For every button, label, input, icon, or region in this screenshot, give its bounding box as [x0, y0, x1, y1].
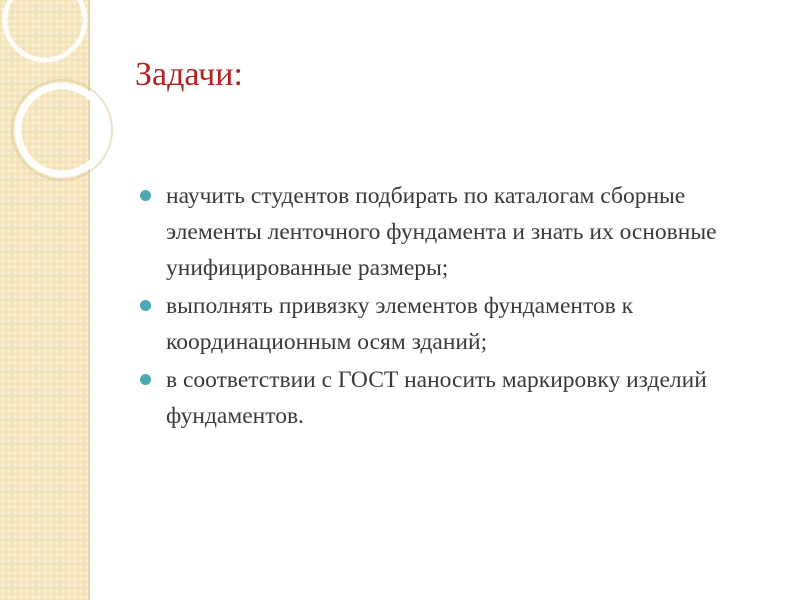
task-item — [138, 362, 778, 434]
task-list — [138, 178, 778, 436]
bullet-dot-icon — [140, 374, 151, 385]
bullet-dot-icon — [140, 190, 151, 201]
bullet-dot-icon — [140, 300, 151, 311]
slide-title: Задачи: — [135, 56, 243, 93]
task-text: научить студентов подбирать по каталогам сборные элементы ленточного фундамента и знать их основные унифицированные размеры; — [166, 183, 717, 281]
task-item — [138, 178, 778, 286]
task-text: выполнять привязку элементов фундаментов к координационным осям зданий; — [166, 293, 634, 355]
decorative-circles — [0, 0, 130, 200]
decorative-circle-shadow — [12, 80, 112, 180]
decorative-circle-top — [5, 0, 85, 60]
task-text: в соответствии с ГОСТ наносить маркировку изделий фундаментов. — [166, 367, 707, 429]
task-item — [138, 288, 778, 360]
decorative-circle-bottom — [18, 86, 106, 174]
